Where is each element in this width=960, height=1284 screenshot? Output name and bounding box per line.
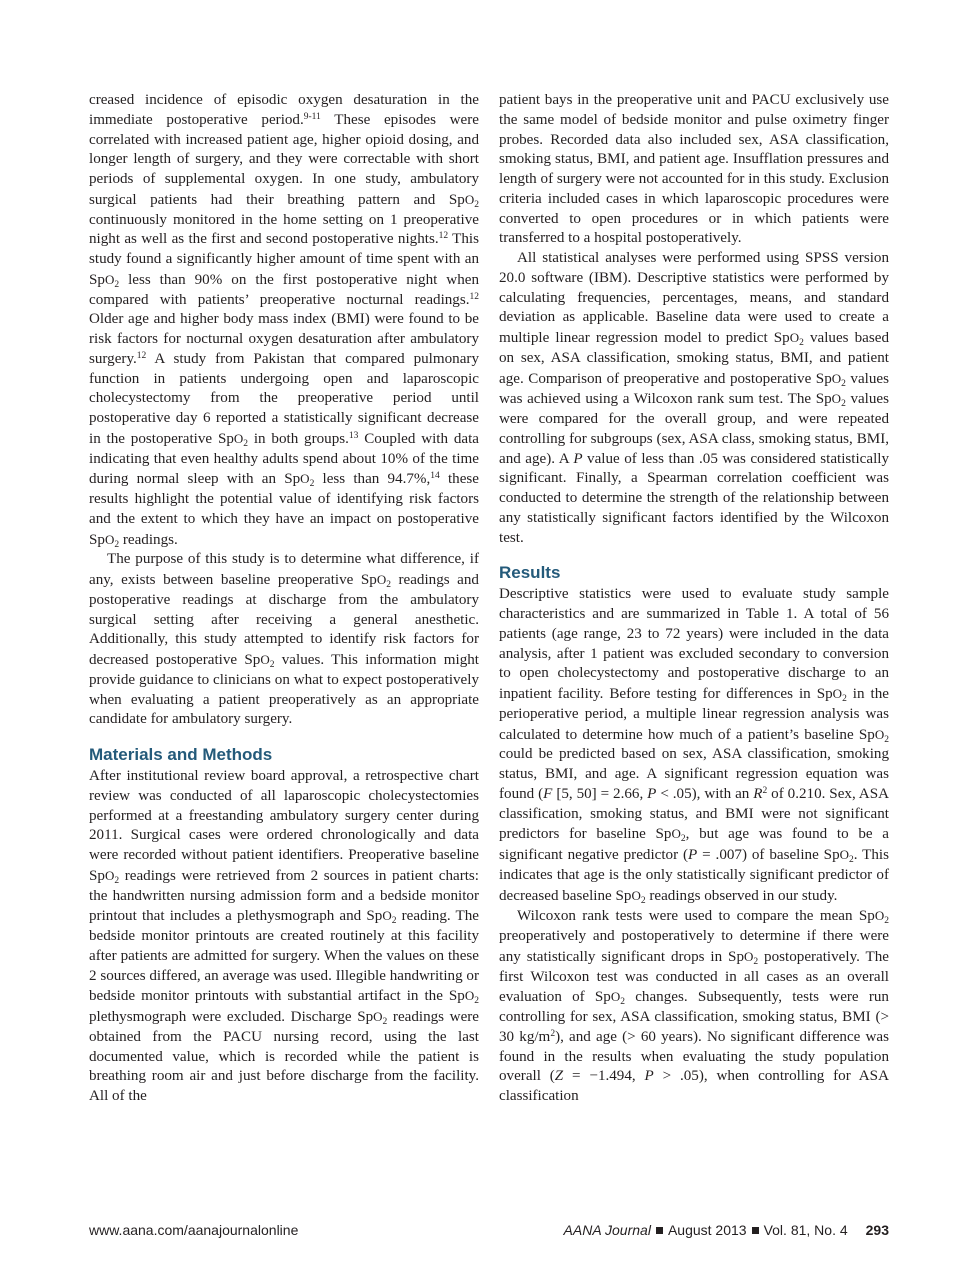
spo2-subscript: 2 [474,199,479,210]
spo2-subscript: 2 [640,895,646,906]
text-run: postoperatively. The first Wilcoxon test was conducted in all cases as an overall evaluation of Sp [499,948,890,1006]
spo2-subscript: 2 [386,580,391,590]
spo2-o: O [104,531,115,547]
spo2-subscript: 2 [841,399,846,410]
superscript: 14 [430,471,440,482]
spo2-o: O [300,471,310,487]
text-run: Wilcoxon rank tests were used to compare the mean Sp [517,908,875,925]
journal-name: AANA Journal [563,1222,651,1238]
intro-paragraph-1 [89,91,479,550]
text-run: in both groups. [248,430,349,447]
superscript: 2 [550,1028,556,1039]
spo2-subscript: 2 [884,734,889,745]
spo2-o: O [373,1009,383,1024]
text-run: . This indicates that age is the only statistically significant predictor of decreased baseline Sp [499,847,889,904]
methods-paragraph-2 [499,91,889,249]
text-run: patient bays in the preoperative unit and PACU exclusively use the same model of bedside monitor and pulse oximetry finger probes. Recorded data also included sex, ASA classification, smoking status, BMI, and patient age. Insufflation pressures and length of surgery were not accounted for in this study. Exclusion criteria included cases in which laparoscopic procedures were converted to open procedures or in which patients were transferred to a hospital postoperatively. [499,92,889,247]
text-run: This study found a significantly higher amount of time spent with an Sp [89,231,479,288]
spo2-o: O [104,271,115,287]
spo2-o: O [464,191,475,207]
italic-symbol: P [647,785,657,802]
text-run: could be predicted based on sex, ASA classification, smoking status, BMI, and age. A significant regression equation was found ( [499,746,889,802]
spo2-o: O [260,652,270,667]
spo2-subscript: 2 [884,916,889,927]
spo2-o: O [831,391,842,407]
text-run: changes. Subsequently, tests were run controlling for sex, ASA classification, smoking status, BMI (> 30 kg/m [499,989,889,1045]
methods-paragraph-3 [499,249,889,548]
text-run: continuously monitored in the home setting on 1 preoperative night as well as the first and second postoperative nights. [89,211,479,248]
results-heading: Results [499,563,561,583]
superscript: 13 [348,430,359,441]
spo2-o: O [631,887,641,903]
text-run: readings and postoperative readings at discharge from the ambulatory surgical setting after receiving a general anesthetic. Additionally, this study attempted to identify risk factors for decreased postoperative Sp [89,572,479,668]
journal-url-link[interactable]: www.aana.com/aanajournalonline [89,1222,299,1238]
results-paragraph-1 [499,585,889,906]
spo2-subscript: 2 [680,834,686,845]
page-number: 293 [865,1222,889,1238]
text-run: plethysmograph were excluded. Discharge Sp [89,1009,374,1025]
italic-symbol: P [644,1068,654,1085]
spo2-subscript: 2 [842,694,847,704]
spo2-o: O [744,948,754,964]
spo2-o: O [789,330,800,345]
text-run: values was achieved using a Wilcoxon rank sum test. The Sp [499,370,889,408]
spo2-o: O [832,686,843,701]
text-run: less than 94.7%, [314,471,431,488]
spo2-o: O [376,572,387,587]
text-run: preoperatively and postoperatively to determine if there were any statistically significant drops in Sp [499,928,889,965]
spo2-o: O [233,430,244,446]
results-paragraph-2 [499,906,889,1107]
volume-number: Vol. 81, No. 4 [763,1222,848,1238]
superscript: 12 [469,291,479,302]
spo2-o: O [874,908,885,924]
spo2-o: O [610,989,621,1005]
spo2-subscript: 2 [849,855,854,865]
spo2-o: O [104,867,115,883]
text-run: Coupled with data indicating that even healthy adults spend about 10% of the time during normal sleep with an Sp [89,430,479,488]
italic-symbol: P [573,450,583,467]
text-run: reading. The bedside monitor printouts are created routinely at this facility after patients are admitted for surgery. When the values on these 2 sources differed, an average was used. Illegible handwriting or bedside monitor printouts with substantial artifact in the Sp [89,908,479,1005]
superscript: 9-11 [303,111,321,122]
text-run: All statistical analyses were performed using SPSS version 20.0 software (IBM). Descriptive statistics were performed by calculating frequencies, percentages, means, and standard deviation as applicable. Baseline data were used to create a multiple linear regression model to predict Sp [499,250,889,346]
text-run: readings observed in our study. [645,887,838,904]
superscript: 12 [438,231,449,242]
text-run: The purpose of this study is to determine what difference, if any, exists between baseline preoperative Sp [89,551,479,588]
text-run: of 0.210. Sex, ASA classification, smoking status, and BMI were not significant predictors for baseline Sp [499,785,890,843]
spo2-subscript: 2 [243,438,249,449]
issue-date: August 2013 [667,1222,747,1238]
spo2-subscript: 2 [309,479,315,490]
spo2-subscript: 2 [269,660,275,670]
text-run: creased incidence of episodic oxygen desaturation in the immediate postoperative period. [89,92,479,128]
text-run: readings. [119,531,178,548]
italic-symbol: Z [554,1068,564,1085]
methods-paragraph-1 [89,767,479,1107]
superscript: 2 [762,785,768,796]
text-run: in the perioperative period, a multiple linear regression analysis was calculated to determine how much of a patient’s baseline Sp [499,686,889,743]
spo2-subscript: 2 [114,875,120,886]
spo2-o: O [831,370,842,386]
text-run: values were compared for the overall group, and were repeated controlling for subgroups (sex, ASA class, smoking status, BMI, and age). A [499,391,890,467]
spo2-o: O [671,826,681,842]
text-run: readings were obtained from the PACU nursing record, using the last documented value, which is recorded while the patient is breathing room air and just before discharge from the facility. All of the [89,1009,479,1104]
intro-paragraph-2 [89,550,479,730]
text-run: ), and age (> 60 years). No significant difference was found in the results when evaluating the study population overall ( [499,1028,889,1085]
text-run: values. This information might provide guidance to clinicians on what to expect postoperatively when evaluating a patient preoperatively as an appropriate candidate for ambulatory surgery. [89,652,479,728]
text-run: These episodes were correlated with increased patient age, higher opioid dosing, and longer length of surgery, and they were correctable with short periods of supplemental oxygen. In one study, ambulatory surgical patients had their breathing pattern and Sp [89,111,479,208]
italic-symbol: P [688,847,698,863]
page-footer [89,1222,889,1242]
square-bullet-icon [752,1227,759,1234]
square-bullet-icon [656,1227,663,1234]
text-run: Descriptive statistics were used to evaluate study sample characteristics and are summarized in Table 1. A total of 56 patients (age range, 23 to 72 years) were included in the data analysis, after 1 patient was excluded secondary to conversion to open cholecystectomy and postoperative discharge to an inpatient facility. Before testing for differences in Sp [499,586,889,702]
italic-symbol: F [543,785,553,802]
text-run: < .05), with an [656,785,754,802]
spo2-subscript: 2 [382,1017,388,1027]
spo2-o: O [382,908,392,924]
text-run: readings were retrieved from 2 sources in patient charts: the handwritten nursing admission form and a bedside monitor printout that includes a plethysmograph and Sp [89,867,479,925]
spo2-subscript: 2 [841,378,846,389]
methods-heading: Materials and Methods [89,745,273,764]
italic-symbol: R [753,785,763,802]
text-run: [5, 50] = 2.66, [552,785,648,802]
spo2-subscript: 2 [391,916,397,927]
spo2-o: O [839,847,850,862]
spo2-subscript: 2 [753,956,759,967]
text-run: = .007) of baseline Sp [697,847,840,863]
spo2-subscript: 2 [114,539,120,550]
text-run: these results highlight the potential value of identifying risk factors and the extent to which they have an impact on postoperative Sp [89,471,479,548]
spo2-subscript: 2 [114,279,120,290]
journal-citation [564,1222,889,1238]
superscript: 12 [136,350,147,361]
spo2-subscript: 2 [799,338,804,348]
text-run: = −1.494, [563,1068,645,1085]
text-run: value of less than .05 was considered statistically significant. Finally, a Spearman correlation coefficient was conducted to determine the strength of the relationship between any statistically significant factors identified by the Wilcoxon test. [499,450,889,546]
text-run: less than 90% on the first postoperative night when compared with patients’ preoperative nocturnal readings. [89,271,479,308]
text-run: values based on sex, ASA classification, smoking status, BMI, and patient age. Comparison of preoperative and postoperative Sp [499,330,889,387]
spo2-o: O [874,726,885,742]
spo2-subscript: 2 [620,997,625,1008]
left-column [89,91,479,1107]
spo2-o: O [464,988,475,1004]
text-run: > .05), when controlling for ASA classification [499,1068,889,1104]
right-column [499,91,889,1107]
text-run: , but age was found to be a significant negative predictor ( [499,826,889,863]
text-run: A study from Pakistan that compared pulmonary function in patients undergoing open and laparoscopic cholecystectomy from the preoperative period until postoperative day 6 reported a statistically significant decrease in the postoperative Sp [89,350,479,447]
text-run: After institutional review board approval, a retrospective chart review was conducted of all laparoscopic cholecystectomies performed at a freestanding ambulatory surgery center during 2011. Surgical cases were ordered chronologically and data were recorded without patient identifiers. Preoperative baseline Sp [89,768,479,884]
text-run: Older age and higher body mass index (BMI) were found to be risk factors for nocturnal oxygen desaturation after ambulatory surgery. [89,311,479,367]
spo2-subscript: 2 [474,996,479,1007]
